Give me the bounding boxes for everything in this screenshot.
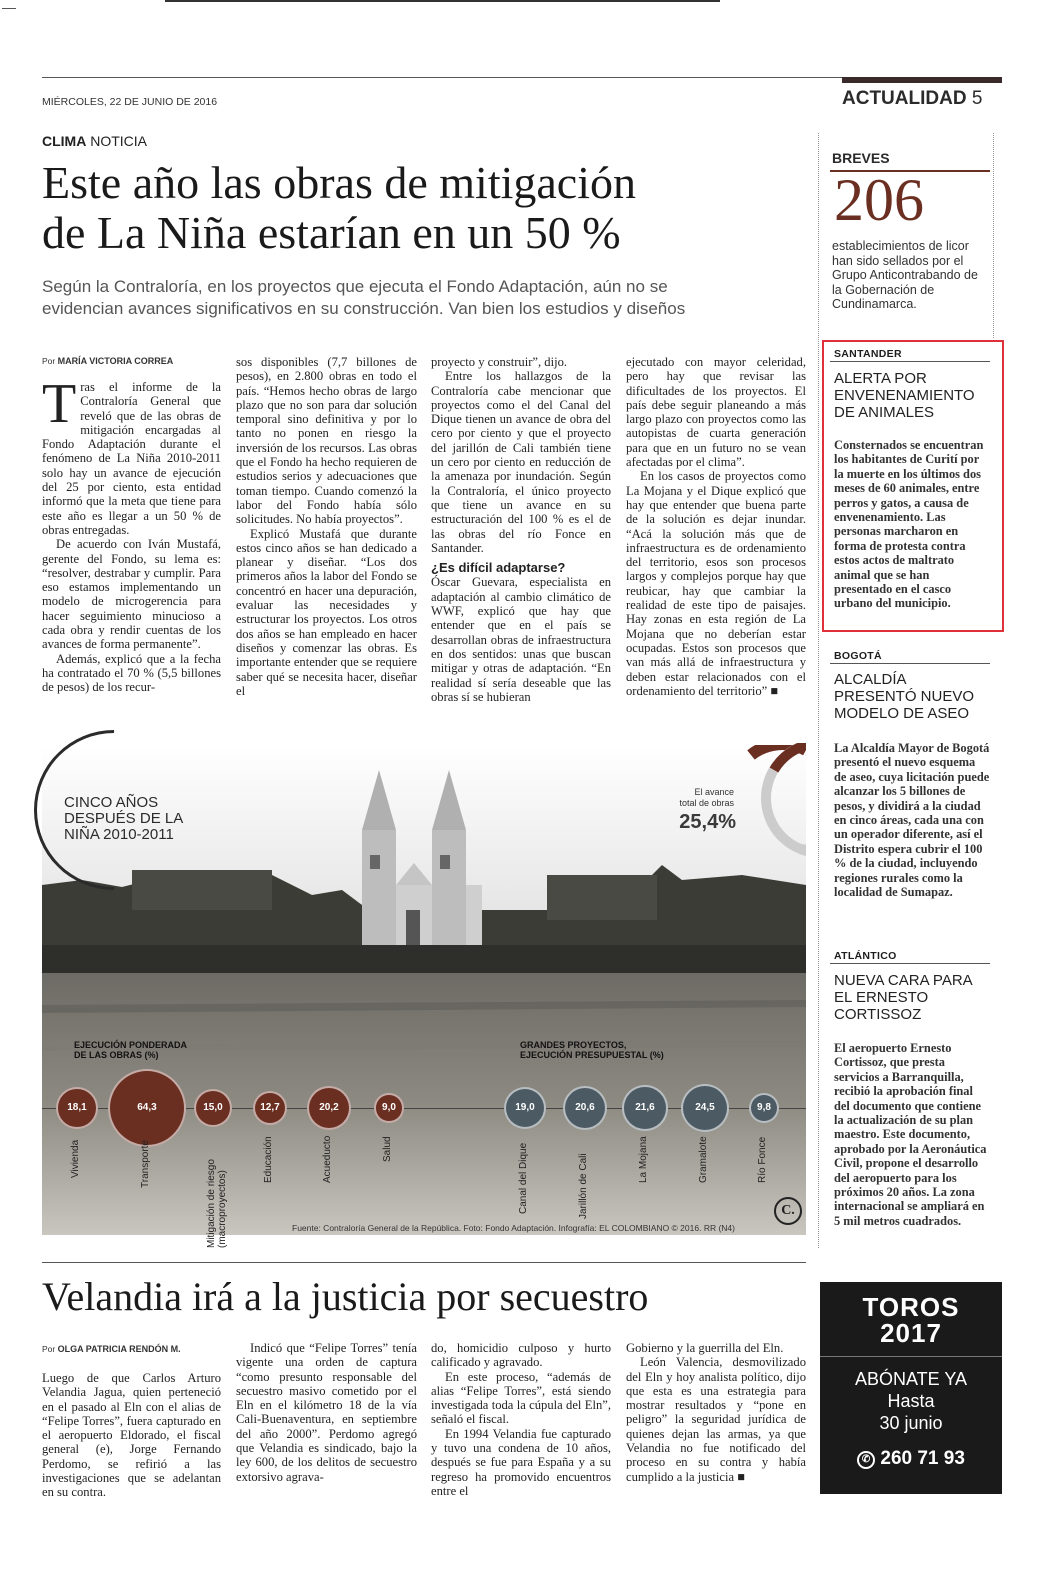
bubble-educación: 12,7	[253, 1091, 288, 1126]
byline-2	[42, 1344, 181, 1354]
bubble-label: Río Fonce	[757, 1136, 768, 1183]
bubble-gramalote: 24,5	[681, 1084, 730, 1133]
brief-rule	[830, 963, 990, 964]
brief-title-atlantico: NUEVA CARA PARA EL ERNESTO CORTISSOZ	[834, 972, 972, 1023]
brief-rule	[830, 663, 990, 664]
crop-mark	[2, 8, 16, 9]
phone-icon: ✆	[857, 1451, 875, 1469]
headline-line-1: Este año las obras de mitigación	[42, 157, 637, 208]
article2-col-3	[431, 1341, 611, 1498]
infographic-title-line-1: CINCO AÑOS	[64, 794, 159, 811]
kicker	[42, 133, 147, 149]
paragraph: proyecto y construir”, dijo.	[431, 355, 568, 369]
infographic-title-line-2: DESPUÉS DE LA	[64, 810, 184, 827]
brief-title-santander: ALERTA POR ENVENENAMIENTO DE ANIMALES	[834, 370, 975, 421]
ad-divider	[820, 1356, 1002, 1357]
paragraph: En 1994 Velandia fue capturado y tuvo una condena de 10 años, después se fue para España y a su regreso ha promovido encuentros entre el	[431, 1426, 611, 1498]
article2-col-4	[626, 1341, 806, 1484]
section-name: ACTUALIDAD	[842, 88, 967, 109]
group1-title-line-2: DE LAS OBRAS (%)	[74, 1050, 159, 1060]
bubble-label: Transporte	[140, 1140, 151, 1188]
bubble-label: La Mojana	[638, 1136, 649, 1183]
ad-cta-line-1: ABÓNATE YA	[854, 1369, 968, 1389]
article1-col-4	[626, 355, 806, 698]
bubble-label: Vivienda	[70, 1139, 81, 1178]
paragraph: León Valencia, desmovilizado del Eln y hoy analista político, dijo que esta es una estrategia para mostrar resultados y “pone en peligro” la seguridad jurídica de quienes dejan las armas, ya que Velandia no fue notificado del proceso en su contra y había cumplido a la justicia ■	[626, 1355, 806, 1484]
brief-title-bogota: ALCALDÍA PRESENTÓ NUEVO MODELO DE ASEO	[834, 671, 975, 722]
bubble-label: Educación	[263, 1136, 274, 1183]
article2-headline: Velandia irá a la justicia por secuestro	[42, 1274, 649, 1319]
article1-col-1	[42, 373, 221, 695]
bubble-label: Gramalote	[698, 1136, 709, 1183]
header-date: MIÉRCOLES, 22 DE JUNIO DE 2016	[42, 96, 218, 108]
bubble-mitigación-de-riesgo-macroproyectos-: 15,0	[194, 1089, 232, 1127]
article2-col-2	[236, 1341, 417, 1484]
ad-phone	[820, 1448, 1002, 1470]
infographic-source: Fuente: Contraloría General de la República. Foto: Fondo Adaptación. Infografía: EL COLOMBIANO © 2016. RR (N4)	[292, 1223, 735, 1233]
breves-label: BREVES	[832, 150, 890, 166]
paragraph: Gobierno y la guerrilla del Eln.	[626, 1341, 784, 1355]
header-rule-thick	[842, 77, 1002, 83]
ad-title-line-2: 2017	[880, 1318, 942, 1348]
toros-ad[interactable]	[820, 1282, 1002, 1494]
byline-prefix: Por	[42, 356, 56, 366]
paragraph: Indicó que “Felipe Torres” tenía vigente una orden de captura “como presunto responsable del secuestro masivo cometido por el Eln en el kilómetro 18 de la vía Cali-Buenaventura, en septiembre del año 2000”. Perdomo agregó que Velandia es sindicado, bajo la ley 600, de los delitos de secuestro extorsivo agrava-	[236, 1341, 417, 1484]
infographic-logo: C.	[774, 1197, 802, 1225]
bubble-río-fonce: 9,8	[749, 1093, 780, 1124]
brief-tag-santander: SANTANDER	[834, 348, 902, 360]
top-rule	[165, 0, 720, 2]
brief-body-santander: Consternados se encuentran los habitantes de Curití por la muerte en los últimos dos meses de 60 animales, entre perros y gatos, a causa de envenenamiento. Las personas marcharon en forma de protesta contra estos actos de maltrato animal que se han presentado en el casco urbano del municipio.	[834, 438, 984, 611]
dropcap: T	[42, 373, 77, 435]
byline-name: MARÍA VICTORIA CORREA	[57, 356, 174, 366]
article2-col-1	[42, 1371, 221, 1500]
ad-title-line-1: TOROS	[862, 1292, 960, 1322]
headline-line-2: de La Niña estarían en un 50 %	[42, 207, 621, 258]
bubble-salud: 9,0	[374, 1093, 403, 1122]
paragraph: Además, explicó que a la fecha ha contratado el 70 % (5,5 billones de pesos) de los recur-	[42, 651, 221, 695]
infographic-title-line-3: NIÑA 2010-2011	[64, 826, 174, 843]
article2-rule	[42, 1262, 806, 1263]
bubble-la-mojana: 21,6	[622, 1085, 668, 1131]
paragraph: Entre los hallazgos de la Contraloría cabe mencionar que proyectos como el del Canal del Dique tienen un avance de obra del cero por ciento y que el proyecto del jarillón de Cali también tiene un cero por ciento en reducción de la amenaza por inundación. Según la Contraloría, el único proyecto que tiene un avance en su estructuración del 100 % es el de las obras del río Fonce en Santander.	[431, 369, 611, 555]
headline	[42, 158, 802, 258]
article1-col-3	[431, 355, 611, 704]
deck	[42, 276, 802, 320]
avance-label-line-1: El avance	[694, 787, 734, 797]
group2-title-line-2: EJECUCIÓN PRESUPUESTAL (%)	[520, 1050, 664, 1060]
deck-line-1: Según la Contraloría, en los proyectos que ejecuta el Fondo Adaptación, aún no se	[42, 277, 668, 296]
ad-phone-number: 260 71 93	[880, 1448, 965, 1469]
brief-tag-atlantico: ATLÁNTICO	[834, 950, 897, 962]
bubble-label: Acueducto	[322, 1135, 333, 1183]
bubble-canal-del-dique: 19,0	[504, 1087, 547, 1130]
avance-value: 25,4%	[679, 811, 736, 833]
group1-title-line-1: EJECUCIÓN PONDERADA	[74, 1040, 188, 1050]
bubble-acueducto: 20,2	[307, 1086, 351, 1130]
bubble-label: Mitigación de riesgo (macroproyectos)	[206, 1159, 228, 1248]
byline-prefix: Por	[42, 1344, 56, 1354]
bubble-label: Salud	[382, 1136, 393, 1162]
paragraph: En los casos de proyectos como La Mojana y el Dique explicó que hay que entender que buena parte de la solución es dejar inundar. “Acá la solución más que de infraestructura es de ordenamiento del territorio, esos son procesos largos y complejos porque hay que reubicar, hay que cambiar la realidad de este tipo de paisajes. Hay zonas en esta región de La Mojana que no deberían estar ocupadas. Estos son procesos que van más allá de infraestructura y deben estar relacionados con el ordenamiento del territorio” ■	[626, 469, 806, 698]
big-number: 206	[834, 167, 924, 233]
article1-col-2	[236, 355, 417, 698]
brief-rule	[830, 361, 990, 362]
byline-name: OLGA PATRICIA RENDÓN M.	[57, 1344, 181, 1354]
brief-tag-bogota: BOGOTÁ	[834, 650, 882, 662]
sidebar-dotted-left	[818, 133, 819, 1248]
sidebar-dotted-right	[993, 133, 994, 338]
paragraph: De acuerdo con Iván Mustafá, gerente del Fondo, su lema es: “resolver, destrabar y cumplir. Para eso estamos implementando un modelo de microgerencia para hacer seguimiento minucioso a cada obra y rendir cuentas de los avances de forma permanente”.	[42, 537, 221, 652]
paragraph: Luego de que Carlos Arturo Velandia Jagua, quien perteneció en el pasado al Eln con el alias de “Felipe Torres”, fuera capturado en el aeropuerto Eldorado, el fiscal general (e), Jorge Fernando Perdomo, se refirió a las investigaciones que se adelantan en su contra.	[42, 1371, 221, 1500]
bubble-label: Jarillón de Cali	[578, 1153, 589, 1220]
ad-cta-line-2: Hasta	[887, 1391, 935, 1411]
bubble-jarillón-de-cali: 20,6	[563, 1086, 607, 1130]
paragraph: Explicó Mustafá que durante estos cinco años se han dedicado a planear y diseñar. “Los dos primeros años la labor del Fondo se concentró en hacer una depuración, evaluar las necesidades y estructurar los proyectos. Los otros dos años se han empleado en hacer diseños y comenzar las obras. Es importante entender que se requiere saber qué se necesita hacer, diseñar el	[236, 526, 417, 698]
paragraph: do, homicidio culposo y hurto calificado y agravado.	[431, 1341, 611, 1370]
ad-cta-line-3: 30 junio	[879, 1413, 943, 1433]
paragraph: ras el informe de la Contraloría General que reveló que de las obras de mitigación encargadas al Fondo Adaptación durante el fenómeno de La Niña 2010-2011 solo hay un avance de ejecución del 25 por ciento, esta entidad informó que la meta que tiene para este año es llegar a un 50 % de obras entregadas.	[42, 380, 221, 537]
bubble-label: Canal del Dique	[518, 1142, 529, 1214]
brief-body-bogota: La Alcaldía Mayor de Bogotá presentó el nuevo esquema de aseo, cuya licitación puede alcanzar los 5 billones de pesos, y dividirá a la ciudad en cinco áreas, cada una con un operador diferente, así el Distrito espera cubrir el 100 % de la ciudad, incluyendo regiones rurales como la localidad de Sumapaz.	[834, 741, 990, 900]
group2-title-line-1: GRANDES PROYECTOS,	[520, 1040, 627, 1050]
paragraph: ejecutado con mayor celeridad, pero hay que revisar las dificultades de los proyectos. El país debe seguir planeando a más largo plazo con proyectos como las autopistas de cuarta generación para que en un futuro no se vean afectadas por el clima”.	[626, 355, 806, 470]
brief-body-atlantico: El aeropuerto Ernesto Cortissoz, que presta servicios a Barranquilla, recibió la aprobación final del documento que contiene la actualización de su plan maestro. Este documento, aprobado por la Aeronáutica Civil, propone el desarrollo del aeropuerto para los próximos 20 años. La zona internacional se ampliará en 5 mil metros cuadrados.	[834, 1041, 987, 1228]
big-number-text: establecimientos de licor han sido sellados por el Grupo Anticontrabando de la Gobernación de Cundinamarca.	[832, 239, 978, 311]
kicker-strong: CLIMA	[42, 133, 87, 149]
kicker-text: NOTICIA	[90, 133, 147, 149]
header-section	[842, 88, 982, 110]
paragraph: En este proceso, “además de alias “Felipe Torres”, está siendo investigada toda la cúpula del Eln”, señaló el fiscal.	[431, 1369, 611, 1427]
infographic	[42, 745, 806, 1248]
bubble-vivienda: 18,1	[56, 1087, 98, 1129]
avance-label-line-2: total de obras	[679, 798, 734, 808]
paragraph: Óscar Guevara, especialista en adaptación al cambio climático de WWF, explicó que hay que entender que en el país se desarrollan obras de infraestructura en dos sentidos: unas que buscan mitigar y otras de adaptación. “En realidad sí sería deseable que las obras sí se hubieran	[431, 575, 611, 704]
paragraph: sos disponibles (7,7 billones de pesos), en 2.800 obras en todo el país. “Hemos hecho obras de largo plazo que no son para dar solución temporal sino definitiva y por lo tanto no ponen en riesgo la inversión de los recursos. Las obras que el Fondo ha hecho requieren de estudios serios y adecuaciones que toman tiempo. Cuando comenzó la labor del Fondo había sólo solicitudes. No había proyectos”.	[236, 355, 417, 527]
subheading: ¿Es difícil adaptarse?	[431, 560, 566, 576]
bubble-transporte: 64,3	[108, 1069, 187, 1148]
byline-1	[42, 356, 173, 366]
deck-line-2: evidencian avances significativos en su construcción. Van bien los estudios y diseños	[42, 299, 686, 318]
page-number: 5	[971, 88, 983, 109]
bubble-row	[42, 745, 806, 1248]
